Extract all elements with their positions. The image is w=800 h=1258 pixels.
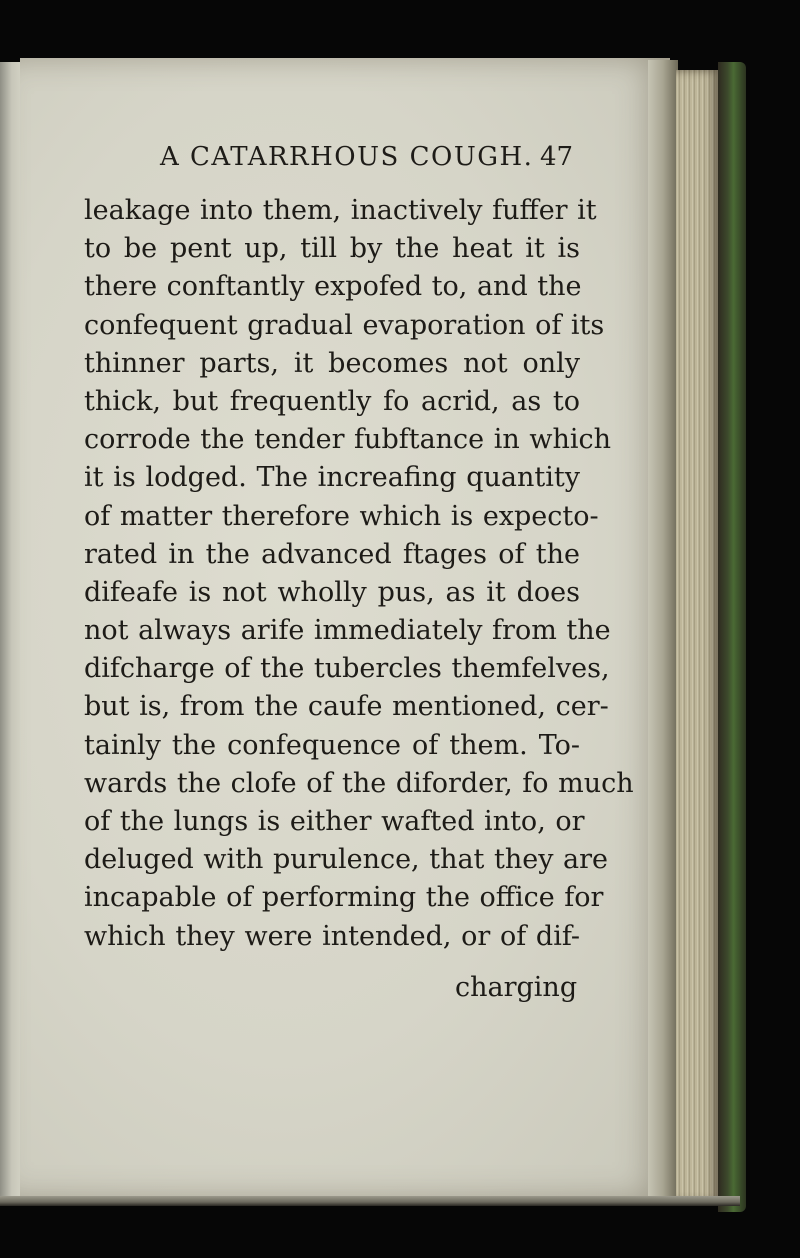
text-line: rated in the advanced ftages of the (84, 538, 580, 570)
page-block-edges (676, 70, 722, 1202)
text-line: wards the clofe of the diforder, fo much (84, 767, 634, 799)
text-line: confequent gradual evaporation of its (84, 309, 605, 341)
text-line: of matter therefore which is expecto- (84, 500, 599, 532)
book-cover-spine (718, 62, 746, 1212)
text-line: corrode the tender fubftance in which (84, 424, 611, 456)
page-number: 47 (540, 142, 574, 172)
text-line: difcharge of the tubercles themfelves, (84, 653, 610, 685)
text-line: thinner parts, it becomes not only (84, 347, 580, 379)
bottom-page-edge (0, 1196, 740, 1206)
running-title: A CATARRHOUS COUGH. (160, 142, 534, 172)
text-line: but is, from the caufe mentioned, cer- (84, 691, 609, 723)
text-body (84, 192, 634, 956)
text-line: of the lungs is either wafted into, or (84, 806, 585, 837)
text-line: it is lodged. The increafing quantity (84, 462, 580, 494)
catchword: charging (455, 972, 578, 1003)
running-head (160, 142, 580, 178)
page-gutter (648, 60, 678, 1198)
text-line: difeafe is not wholly pus, as it does (84, 576, 580, 608)
text-line: which they were intended, or of dif- (84, 920, 580, 952)
text-line: not always arife immediately from the (84, 615, 611, 647)
text-line: incapable of performing the office for (84, 882, 604, 914)
text-line: to be pent up, till by the heat it is (84, 233, 580, 265)
text-line: thick, but frequently fo acrid, as to (84, 385, 580, 417)
text-line: tainly the confequence of them. To- (84, 729, 580, 761)
text-line: deluged with purulence, that they are (84, 844, 609, 876)
text-line: leakage into them, inactively fuffer it (84, 195, 597, 226)
text-line: there conftantly expofed to, and the (84, 271, 582, 303)
